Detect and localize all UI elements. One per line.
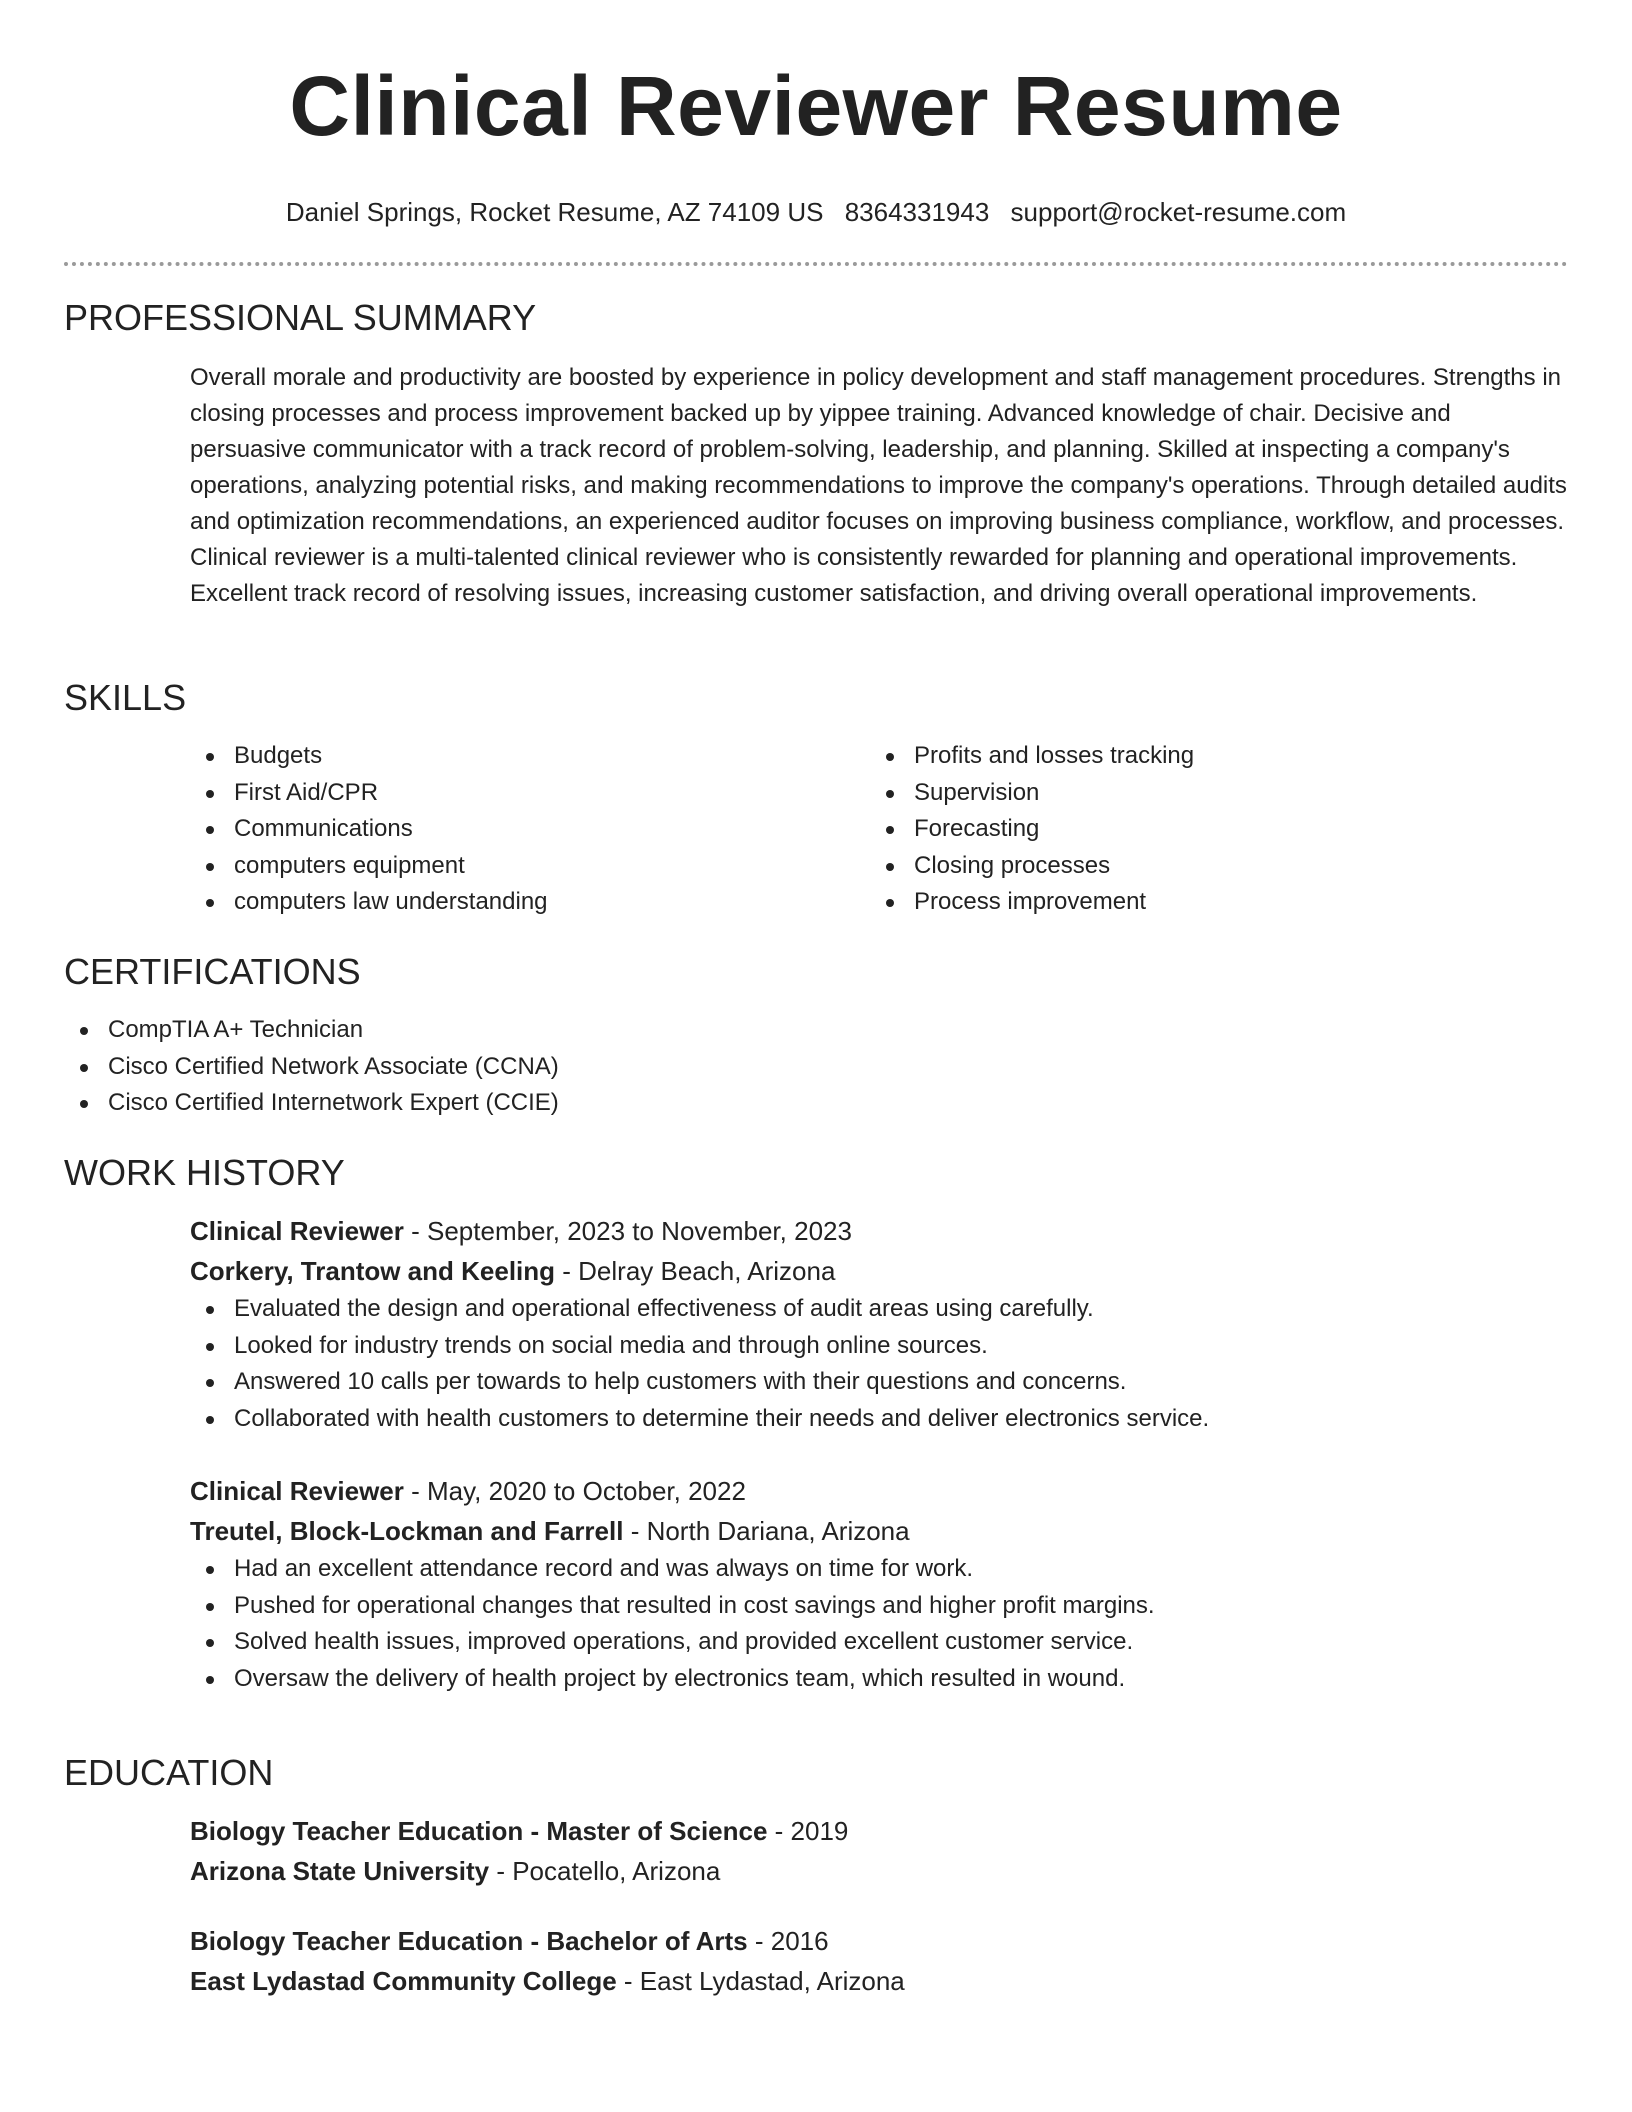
- work-history-heading: WORK HISTORY: [64, 1152, 345, 1193]
- skill-item: First Aid/CPR: [190, 775, 870, 812]
- skill-item: Budgets: [190, 738, 870, 775]
- education-location: - East Lydastad, Arizona: [616, 1966, 905, 1996]
- job-bullets: [64, 1551, 1568, 1697]
- certification-item: Cisco Certified Network Associate (CCNA): [64, 1049, 1568, 1086]
- education-school: East Lydastad Community College: [190, 1966, 617, 1996]
- job-title: Clinical Reviewer: [190, 1216, 404, 1246]
- job-bullet: Oversaw the delivery of health project by electronics team, which resulted in wound.: [190, 1661, 1568, 1698]
- job-entry: [190, 1471, 1568, 1697]
- skill-item: Profits and losses tracking: [870, 738, 1550, 775]
- education-degree: Biology Teacher Education - Master of Science: [190, 1816, 768, 1846]
- job-bullet: Collaborated with health customers to determine their needs and deliver electronics service.: [190, 1401, 1568, 1438]
- education-school-line: [190, 1961, 1568, 2001]
- job-dates: - September, 2023 to November, 2023: [403, 1216, 852, 1246]
- education-entry: [190, 1921, 1568, 2001]
- certification-item: CompTIA A+ Technician: [64, 1012, 1568, 1049]
- skills-heading: SKILLS: [64, 677, 187, 718]
- job-bullet: Pushed for operational changes that resulted in cost savings and higher profit margins.: [190, 1588, 1568, 1625]
- education-year: - 2016: [747, 1926, 829, 1956]
- education-degree-line: [190, 1811, 1568, 1851]
- skill-item: Supervision: [870, 775, 1550, 812]
- job-bullet: Solved health issues, improved operations, and provided excellent customer service.: [190, 1624, 1568, 1661]
- education-degree: Biology Teacher Education - Bachelor of Arts: [190, 1926, 748, 1956]
- skills-grid: [190, 738, 1568, 921]
- job-title-line: [190, 1471, 1568, 1511]
- contact-address: Daniel Springs, Rocket Resume, AZ 74109 US: [285, 197, 824, 227]
- job-company: Corkery, Trantow and Keeling: [190, 1256, 556, 1286]
- education-entry: [190, 1811, 1568, 1891]
- job-bullet: Answered 10 calls per towards to help customers with their questions and concerns.: [190, 1364, 1568, 1401]
- work-history-section: [64, 1151, 1568, 1697]
- job-title-line: [190, 1211, 1568, 1251]
- education-section: [64, 1751, 1568, 2001]
- skills-section: [64, 676, 1568, 921]
- skill-item: Process improvement: [870, 884, 1550, 921]
- skill-item: Forecasting: [870, 811, 1550, 848]
- contact-email[interactable]: support@rocket-resume.com: [1010, 197, 1347, 227]
- job-location: - Delray Beach, Arizona: [555, 1256, 836, 1286]
- contact-line: [64, 194, 1568, 230]
- resume-title: Clinical Reviewer Resume: [289, 59, 1343, 153]
- job-bullet: Evaluated the design and operational effectiveness of audit areas using carefully.: [190, 1291, 1568, 1328]
- certifications-heading: CERTIFICATIONS: [64, 951, 361, 992]
- education-degree-line: [190, 1921, 1568, 1961]
- skill-item: computers law understanding: [190, 884, 870, 921]
- job-location: - North Dariana, Arizona: [623, 1516, 910, 1546]
- education-school: Arizona State University: [190, 1856, 490, 1886]
- header-divider: [64, 262, 1568, 266]
- job-company: Treutel, Block-Lockman and Farrell: [190, 1516, 624, 1546]
- contact-phone[interactable]: 8364331943: [844, 197, 990, 227]
- education-location: - Pocatello, Arizona: [489, 1856, 721, 1886]
- job-company-line: [190, 1251, 1568, 1291]
- certification-item: Cisco Certified Internetwork Expert (CCIE): [64, 1085, 1568, 1122]
- skill-item: Closing processes: [870, 848, 1550, 885]
- job-title: Clinical Reviewer: [190, 1476, 404, 1506]
- job-bullets: [64, 1291, 1568, 1437]
- job-entry: [190, 1211, 1568, 1437]
- skill-item: computers equipment: [190, 848, 870, 885]
- job-company-line: [190, 1511, 1568, 1551]
- certifications-section: [64, 950, 1568, 1122]
- education-school-line: [190, 1851, 1568, 1891]
- resume-page: [64, 0, 1568, 1996]
- skill-item: Communications: [190, 811, 870, 848]
- job-bullet: Looked for industry trends on social media and through online sources.: [190, 1328, 1568, 1365]
- skills-column-left: [190, 738, 870, 921]
- certifications-list: [64, 1012, 1568, 1122]
- job-dates: - May, 2020 to October, 2022: [403, 1476, 746, 1506]
- education-heading: EDUCATION: [64, 1752, 274, 1793]
- summary-section: [64, 296, 1568, 612]
- education-year: - 2019: [767, 1816, 849, 1846]
- skills-column-right: [870, 738, 1550, 921]
- job-bullet: Had an excellent attendance record and was always on time for work.: [190, 1551, 1568, 1588]
- summary-heading: PROFESSIONAL SUMMARY: [64, 297, 537, 338]
- summary-text: Overall morale and productivity are boosted by experience in policy development and staff management procedures. Strengths in closing processes and process improvement backed up by yippee training. Advanced knowledge of chair. Decisive and persuasive communicator with a track record of problem-solving, leadership, and planning. Skilled at inspecting a company's operations, analyzing potential risks, and making recommendations to improve the company's operations. Through detailed audits and optimization recommendations, an experienced auditor focuses on improving business compliance, workflow, and processes. Clinical reviewer is a multi-talented clinical reviewer who is consistently rewarded for planning and operational improvements. Excellent track record of resolving issues, increasing customer satisfaction, and driving overall operational improvements.: [190, 364, 1567, 607]
